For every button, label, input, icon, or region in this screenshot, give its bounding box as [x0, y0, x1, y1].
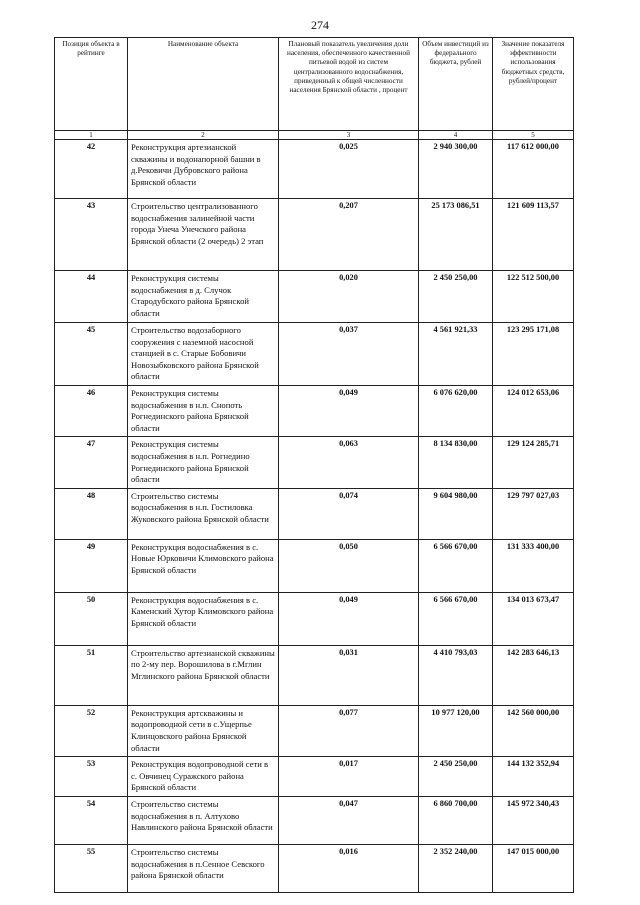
cell-investment: 2 450 250,00	[419, 757, 493, 797]
cell-investment: 4 410 793,03	[419, 645, 493, 705]
cell-indicator: 0,047	[279, 797, 419, 845]
table-row	[55, 199, 574, 271]
cell-object-name: Строительство системы водоснабжения в п.Сенное Севского района Брянской области	[128, 845, 279, 893]
cell-indicator: 0,050	[279, 539, 419, 592]
column-number: 4	[419, 131, 493, 140]
cell-investment: 9 604 980,00	[419, 488, 493, 539]
cell-efficiency: 134 013 673,47	[493, 592, 574, 645]
cell-efficiency: 147 015 000,00	[493, 845, 574, 893]
table-row	[55, 757, 574, 797]
table-row	[55, 645, 574, 705]
cell-investment: 6 860 700,00	[419, 797, 493, 845]
cell-investment: 6 076 620,00	[419, 385, 493, 436]
header-investment: Объем инвестиций из федерального бюджета, рублей	[419, 38, 493, 131]
cell-efficiency: 122 512 500,00	[493, 271, 574, 323]
column-number: 2	[128, 131, 279, 140]
cell-indicator: 0,017	[279, 757, 419, 797]
rating-table	[54, 37, 574, 893]
cell-position: 55	[55, 845, 128, 893]
cell-object-name: Реконструкция артезианской скважины и водонапорной башни в д.Рековичи Дубровского района Брянской области	[128, 140, 279, 199]
cell-position: 51	[55, 645, 128, 705]
cell-indicator: 0,031	[279, 645, 419, 705]
column-number: 3	[279, 131, 419, 140]
cell-indicator: 0,049	[279, 592, 419, 645]
cell-position: 49	[55, 539, 128, 592]
cell-object-name: Строительство артезианской скважины по 2-му пер. Ворошилова в г.Мглин Мглинского района Брянской области	[128, 645, 279, 705]
cell-investment: 2 940 300,00	[419, 140, 493, 199]
table-row	[55, 140, 574, 199]
cell-investment: 10 977 120,00	[419, 705, 493, 756]
cell-position: 43	[55, 199, 128, 271]
cell-indicator: 0,037	[279, 323, 419, 386]
column-number-row	[55, 131, 574, 140]
header-object-name: Наименование объекта	[128, 38, 279, 131]
cell-investment: 6 566 670,00	[419, 539, 493, 592]
cell-object-name: Реконструкция водоснабжения в с. Новые Юрковичи Климовского района Брянской области	[128, 539, 279, 592]
cell-indicator: 0,207	[279, 199, 419, 271]
cell-indicator: 0,049	[279, 385, 419, 436]
cell-investment: 8 134 830,00	[419, 437, 493, 488]
cell-indicator: 0,025	[279, 140, 419, 199]
cell-position: 42	[55, 140, 128, 199]
column-number: 1	[55, 131, 128, 140]
table-row	[55, 323, 574, 386]
cell-position: 46	[55, 385, 128, 436]
table-row	[55, 385, 574, 436]
cell-efficiency: 124 012 653,06	[493, 385, 574, 436]
cell-investment: 25 173 086,51	[419, 199, 493, 271]
table-row	[55, 271, 574, 323]
page-number: 274	[311, 18, 329, 32]
cell-object-name: Строительство системы водоснабжения в п. Алтухово Навлинского района Брянской области	[128, 797, 279, 845]
cell-efficiency: 117 612 000,00	[493, 140, 574, 199]
cell-investment: 6 566 670,00	[419, 592, 493, 645]
cell-efficiency: 144 132 352,94	[493, 757, 574, 797]
cell-position: 50	[55, 592, 128, 645]
cell-investment: 2 352 240,00	[419, 845, 493, 893]
table-row	[55, 437, 574, 488]
cell-efficiency: 142 283 646,13	[493, 645, 574, 705]
table-row	[55, 592, 574, 645]
cell-position: 44	[55, 271, 128, 323]
table-row	[55, 539, 574, 592]
column-number: 5	[493, 131, 574, 140]
cell-efficiency: 145 972 340,43	[493, 797, 574, 845]
cell-object-name: Строительство системы водоснабжения в н.п. Гостиловка Жуковского района Брянской области	[128, 488, 279, 539]
cell-indicator: 0,077	[279, 705, 419, 756]
cell-indicator: 0,020	[279, 271, 419, 323]
cell-position: 52	[55, 705, 128, 756]
cell-efficiency: 131 333 400,00	[493, 539, 574, 592]
cell-object-name: Реконструкция водоснабжения в с. Каменский Хутор Климовского района Брянской области	[128, 592, 279, 645]
cell-object-name: Реконструкция системы водоснабжения в н.п. Снопоть Рогнединского района Брянской области	[128, 385, 279, 436]
cell-object-name: Реконструкция системы водоснабжения в д. Случок Стародубского района Брянской области	[128, 271, 279, 323]
cell-position: 45	[55, 323, 128, 386]
cell-indicator: 0,016	[279, 845, 419, 893]
cell-position: 48	[55, 488, 128, 539]
header-planned-indicator: Плановый показатель увеличения доли населения, обеспеченного качественной питьевой водой из систем централизованного водоснабжения, приведенный к общей численности населения Брянской области , процент	[279, 38, 419, 131]
cell-investment: 2 450 250,00	[419, 271, 493, 323]
cell-object-name: Реконструкция водопроводной сети в с. Овчинец Суражского района Брянской области	[128, 757, 279, 797]
cell-efficiency: 129 797 027,03	[493, 488, 574, 539]
cell-investment: 4 561 921,33	[419, 323, 493, 386]
cell-indicator: 0,074	[279, 488, 419, 539]
cell-efficiency: 129 124 285,71	[493, 437, 574, 488]
header-efficiency: Значение показателя эффективности использования бюджетных средств, рублей/процент	[493, 38, 574, 131]
cell-object-name: Реконструкция артскважины и водопроводной сети в с.Ущерпье Клинцовского района Брянской области	[128, 705, 279, 756]
table-row	[55, 488, 574, 539]
cell-object-name: Строительство водозаборного сооружения с наземной насосной станцией в с. Старые Бобовичи Новозыбковского района Брянской области	[128, 323, 279, 386]
header-position: Позиция объекта в рейтинге	[55, 38, 128, 131]
cell-object-name: Строительство централизованного водоснабжения залинейной части города Унеча Унечского района Брянской области (2 очередь) 2 этап	[128, 199, 279, 271]
cell-position: 53	[55, 757, 128, 797]
cell-efficiency: 123 295 171,08	[493, 323, 574, 386]
table-row	[55, 705, 574, 756]
cell-indicator: 0,063	[279, 437, 419, 488]
cell-position: 54	[55, 797, 128, 845]
cell-position: 47	[55, 437, 128, 488]
header-row	[55, 38, 574, 131]
table-row	[55, 845, 574, 893]
cell-efficiency: 121 609 113,57	[493, 199, 574, 271]
table-row	[55, 797, 574, 845]
cell-efficiency: 142 560 000,00	[493, 705, 574, 756]
cell-object-name: Реконструкция системы водоснабжения в н.п. Рогнедино Рогнединского района Брянской области	[128, 437, 279, 488]
